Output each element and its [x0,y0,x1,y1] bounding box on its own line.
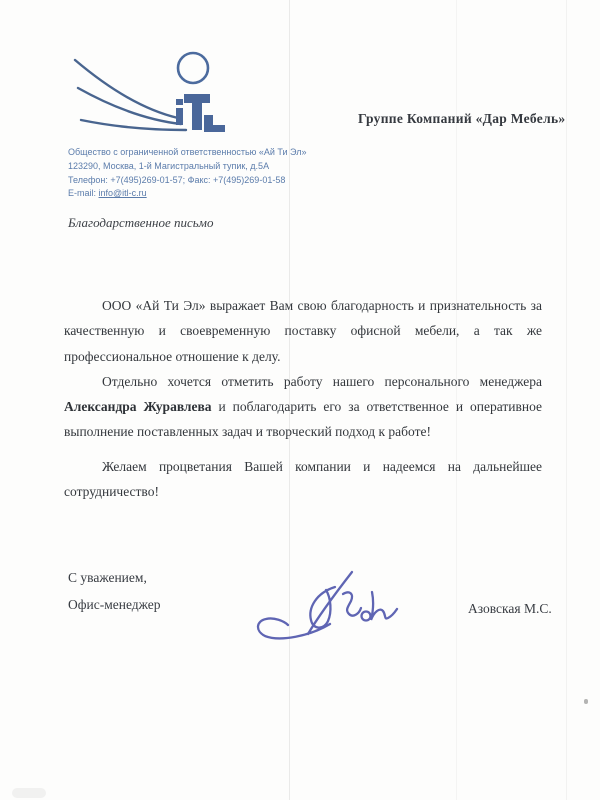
email-link[interactable]: info@itl-c.ru [98,188,147,199]
scan-speck [584,699,588,704]
signature-icon [248,560,408,645]
email-label: E-mail: [68,188,97,199]
closing-block [68,565,161,618]
letter-body [64,293,542,504]
paragraph-3: Желаем процветания Вашей компании и надеемся на дальнейшее сотрудничество! [64,458,542,500]
signer-name: Азовская М.С. [468,601,552,616]
paragraph-2-end: и поблагодарить его за ответственное и оперативное выполнение поставленных задач и творческий подход к работе! [64,399,542,440]
manager-name-bold: Александра Журавлева [64,399,212,415]
company-full-name: Общество с ограниченной ответственностью «Ай Ти Эл» [68,147,307,157]
paragraph-2-start: Отдельно хочется отметить работу нашего персонального менеджера [102,373,542,389]
company-email-line [68,187,368,201]
signature [248,560,408,650]
letterhead-contact-block [68,146,368,201]
itl-logo-icon [60,36,230,138]
closing-salutation: С уважением, [68,570,147,585]
scan-streak [566,0,567,800]
letter-subject: Благодарственное письмо [68,215,214,230]
scan-smudge [12,788,46,798]
signer-title: Офис-менеджер [68,596,161,612]
itl-logo [60,36,230,143]
company-address: 123290, Москва, 1-й Магистральный тупик, д.5А [68,160,270,171]
paragraph-2 [64,369,542,445]
recipient-line: Группе Компаний «Дар Мебель» [358,111,566,126]
paragraph-1: ООО «Ай Ти Эл» выражает Вам свою благодарность и признательность за качественную и своевременную поставку офисной мебели, а так же профессиональное отношение к делу. [64,298,542,364]
company-phone-fax: Телефон: +7(495)269-01-57; Факс: +7(495)269-01-58 [68,174,286,185]
